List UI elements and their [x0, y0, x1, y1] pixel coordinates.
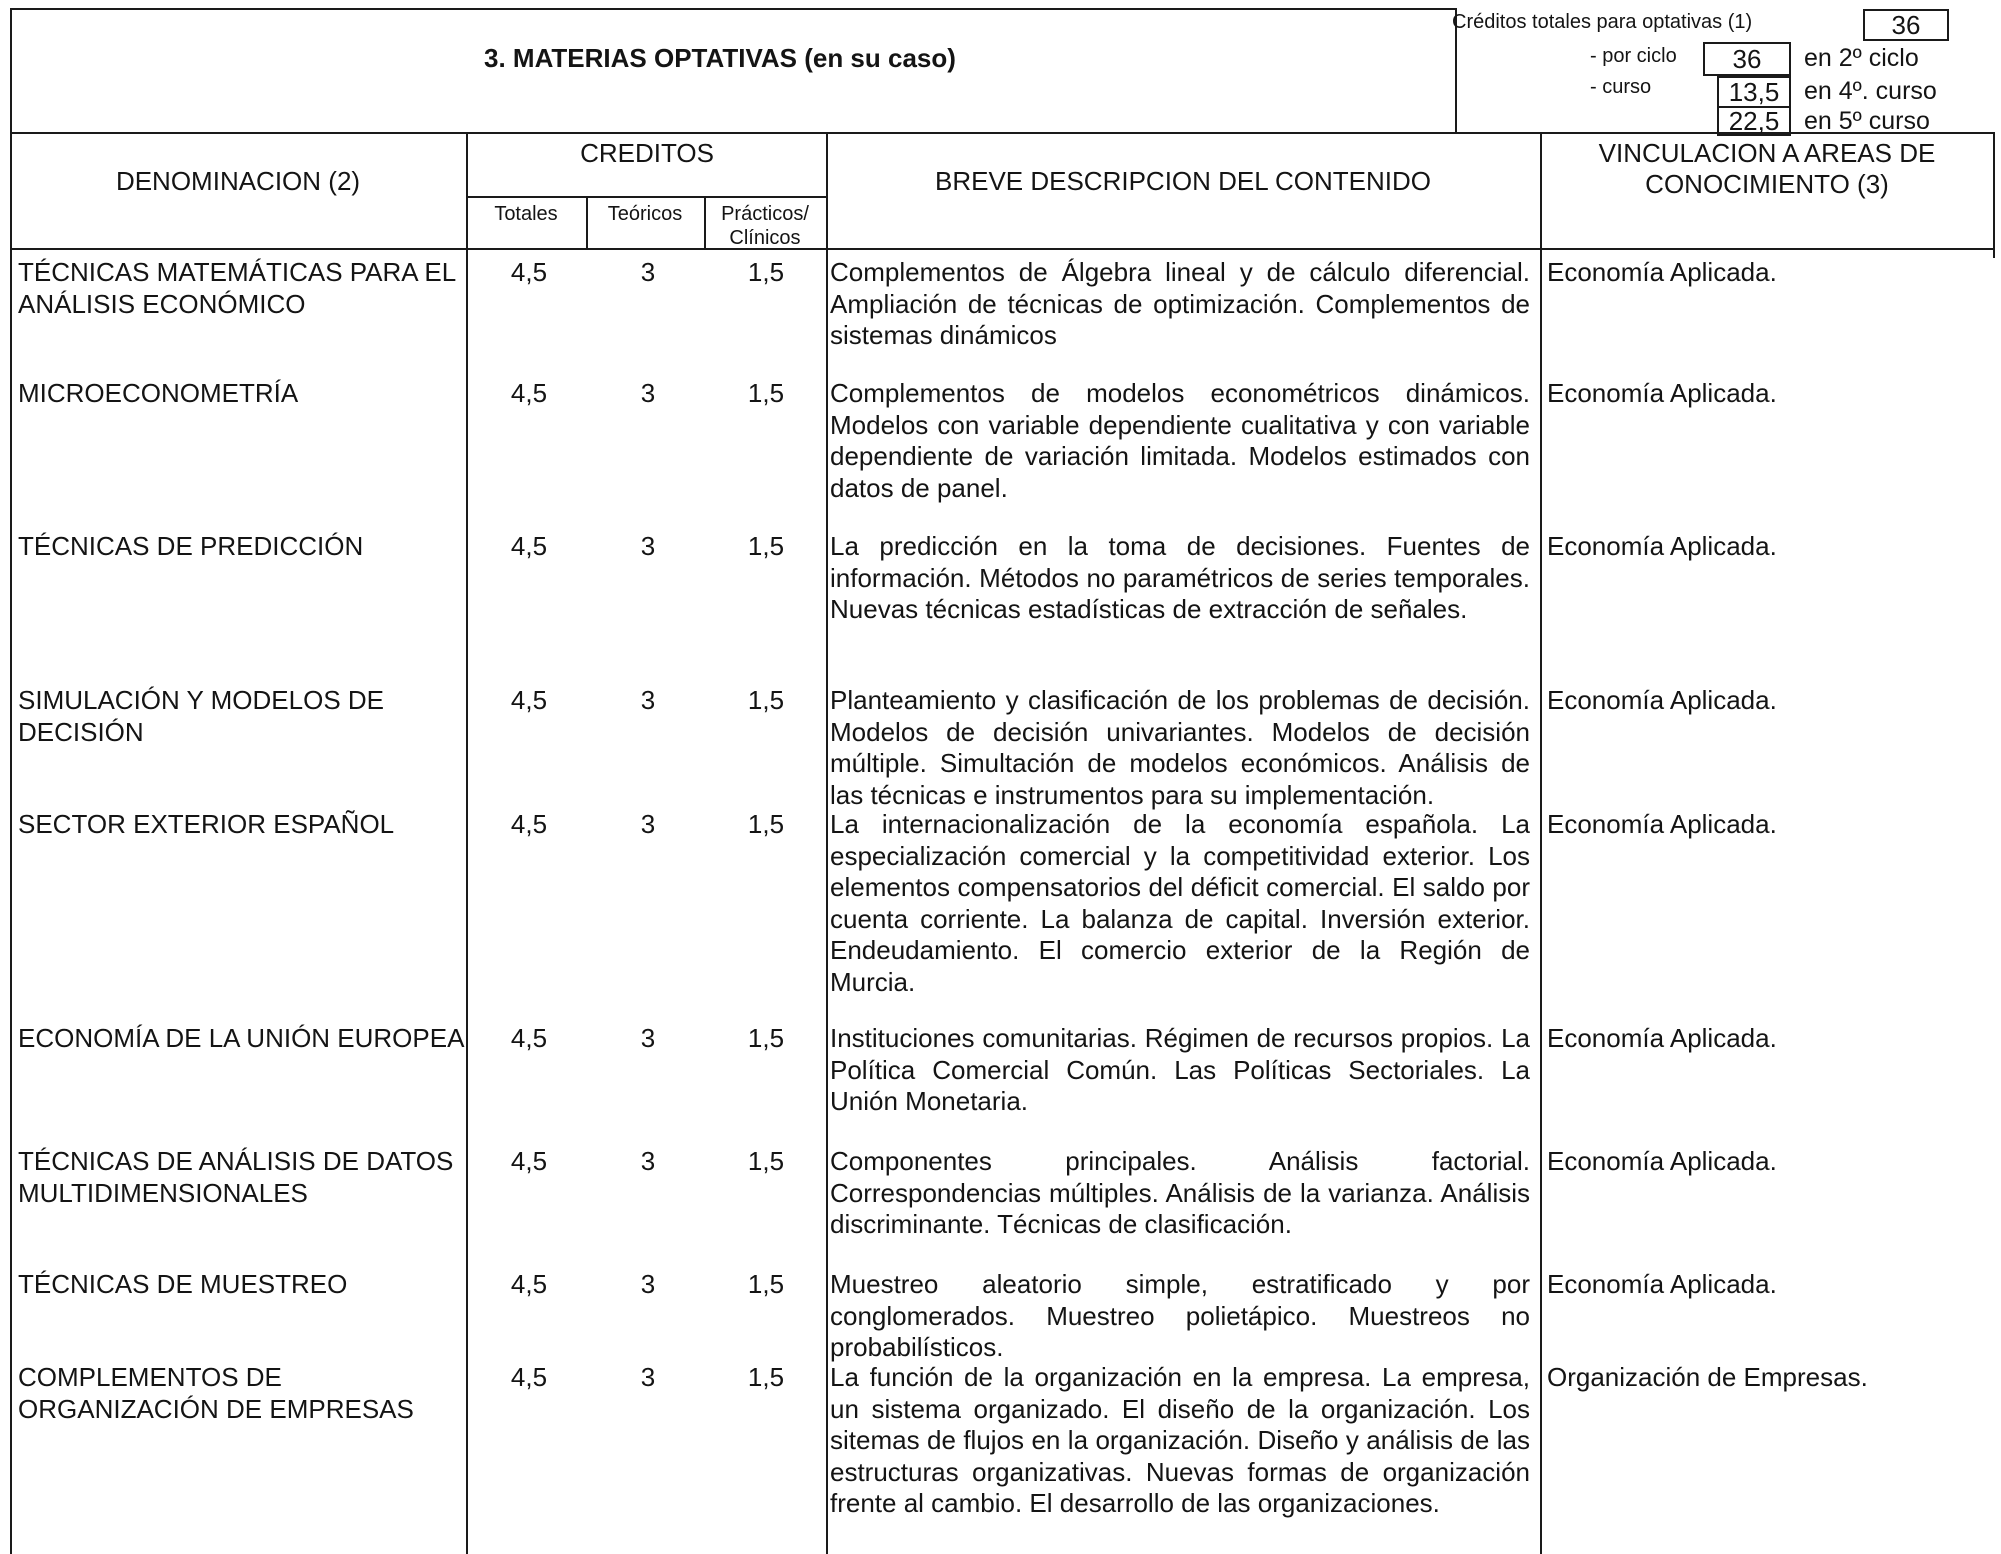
subject-name: SECTOR EXTERIOR ESPAÑOL	[18, 809, 395, 839]
credits-practicos: 1,5	[747, 1362, 785, 1392]
subject-name: TÉCNICAS DE PREDICCIÓN	[18, 531, 364, 561]
column-header-practicos: Prácticos/	[721, 203, 809, 225]
credits-totales: 4,5	[510, 1362, 548, 1392]
curso-desc-5: en 5º curso	[1804, 107, 1930, 135]
credits-totales: 4,5	[510, 531, 548, 561]
por-ciclo-desc: en 2º ciclo	[1804, 44, 1919, 72]
credits-totales: 4,5	[510, 685, 548, 715]
column-header-area-line1: VINCULACION A AREAS DE	[1598, 138, 1936, 168]
subject-description: La internacionalización de la economía española. La especialización comercial y la competitividad exterior. Los elementos compensatorios del déficit comercial. El saldo por cuenta corriente. La balanza de capital. Inversión exterior. Endeudamiento. El comercio exterior de la Región de Murcia.	[830, 809, 1530, 997]
column-header-totales: Totales	[494, 203, 558, 225]
credits-total-box: 36	[1863, 9, 1949, 41]
credits-practicos: 1,5	[747, 378, 785, 408]
credits-totales: 4,5	[510, 378, 548, 408]
credits-totales: 4,5	[510, 1023, 548, 1053]
credits-totales: 4,5	[510, 257, 548, 287]
credits-teoricos: 3	[640, 378, 656, 408]
subject-name: TÉCNICAS DE ANÁLISIS DE DATOS MULTIDIMENSIONALES	[18, 1146, 454, 1208]
credits-practicos: 1,5	[747, 1146, 785, 1176]
credits-practicos: 1,5	[747, 257, 785, 287]
credits-practicos: 1,5	[747, 1269, 785, 1299]
knowledge-area: Organización de Empresas.	[1547, 1362, 1868, 1392]
subject-name: ECONOMÍA DE LA UNIÓN EUROPEA	[18, 1023, 465, 1053]
credits-practicos: 1,5	[747, 685, 785, 715]
column-line-name	[466, 132, 468, 1554]
curso-label: - curso	[1590, 76, 1652, 98]
subject-description: Complementos de modelos econométricos dinámicos. Modelos con variable dependiente cualitativa y con variable dependiente de variación limitada. Modelos estimados con datos de panel.	[830, 378, 1530, 503]
credits-totales: 4,5	[510, 809, 548, 839]
credits-teoricos: 3	[640, 1362, 656, 1392]
subject-name: MICROECONOMETRÍA	[18, 378, 299, 408]
credits-teoricos: 3	[640, 685, 656, 715]
knowledge-area: Economía Aplicada.	[1547, 1269, 1777, 1299]
credits-teoricos: 3	[640, 1269, 656, 1299]
knowledge-area: Economía Aplicada.	[1547, 257, 1777, 287]
subject-description: Complementos de Álgebra lineal y de cálculo diferencial. Ampliación de técnicas de optimización. Complementos de sistemas dinámicos	[830, 257, 1530, 350]
column-line-description	[1540, 132, 1542, 1554]
credits-teoricos: 3	[640, 809, 656, 839]
subject-name: TÉCNICAS MATEMÁTICAS PARA EL ANÁLISIS ECONÓMICO	[18, 257, 456, 319]
column-header-credits: CREDITOS	[580, 138, 714, 168]
credits-teoricos: 3	[640, 1146, 656, 1176]
curso-desc-4: en 4º. curso	[1804, 77, 1937, 105]
curso-box-4: 13,5	[1717, 76, 1791, 108]
credits-sub-rule	[466, 196, 828, 198]
credits-teoricos: 3	[640, 257, 656, 287]
top-border	[10, 8, 1455, 10]
knowledge-area: Economía Aplicada.	[1547, 809, 1777, 839]
knowledge-area: Economía Aplicada.	[1547, 1146, 1777, 1176]
left-border	[10, 8, 12, 1554]
subject-description: Muestreo aleatorio simple, estratificado y por conglomerados. Muestreo polietápico. Muestreos no probabilísticos.	[830, 1269, 1530, 1362]
document-page	[10, 8, 1996, 1554]
credits-totales: 4,5	[510, 1269, 548, 1299]
credits-total-label: Créditos totales para optativas (1)	[1452, 11, 1753, 33]
subject-description: Instituciones comunitarias. Régimen de recursos propios. La Política Comercial Común. Las Políticas Sectoriales. La Unión Monetaria.	[830, 1023, 1530, 1116]
column-line-credits	[826, 132, 828, 1554]
credits-practicos: 1,5	[747, 809, 785, 839]
credits-totales: 4,5	[510, 1146, 548, 1176]
subject-description: La predicción en la toma de decisiones. Fuentes de información. Métodos no paramétricos de series temporales. Nuevas técnicas estadísticas de extracción de señales.	[830, 531, 1530, 624]
knowledge-area: Economía Aplicada.	[1547, 1023, 1777, 1053]
subject-name: SIMULACIÓN Y MODELOS DE DECISIÓN	[18, 685, 385, 747]
curso-box-5: 22,5	[1717, 106, 1791, 136]
subject-name: COMPLEMENTOS DE ORGANIZACIÓN DE EMPRESAS	[18, 1362, 414, 1424]
subject-description: La función de la organización en la empresa. La empresa, un sistema organizado. El diseño de la organización. Los sitemas de flujos en la organización. Diseño y análisis de las estructuras organizativas. Nuevas formas de organización frente al cambio. El desarrollo de las organizaciones.	[830, 1362, 1530, 1518]
column-header-area-line2: CONOCIMIENTO (3)	[1645, 169, 1889, 199]
column-header-teoricos: Teóricos	[607, 203, 683, 225]
credits-practicos: 1,5	[747, 531, 785, 561]
por-ciclo-label: - por ciclo	[1590, 45, 1677, 67]
column-header-bottom-rule	[10, 248, 1995, 250]
knowledge-area: Economía Aplicada.	[1547, 685, 1777, 715]
subject-description: Planteamiento y clasificación de los problemas de decisión. Modelos de decisión univariantes. Modelos de decisión múltiple. Simultación de modelos económicos. Análisis de las técnicas e instrumentos para su implementación.	[830, 685, 1530, 810]
subject-description: Componentes principales. Análisis factorial. Correspondencias múltiples. Análisis de la varianza. Análisis discriminante. Técnicas de clasificación.	[830, 1146, 1530, 1239]
por-ciclo-box: 36	[1703, 42, 1791, 76]
credits-teoricos: 3	[640, 531, 656, 561]
subject-name: TÉCNICAS DE MUESTREO	[18, 1269, 348, 1299]
knowledge-area: Economía Aplicada.	[1547, 531, 1777, 561]
credits-practicos: 1,5	[747, 1023, 785, 1053]
credits-teoricos: 3	[640, 1023, 656, 1053]
column-header-description: BREVE DESCRIPCION DEL CONTENIDO	[934, 166, 1431, 196]
page-title: 3. MATERIAS OPTATIVAS (en su caso)	[484, 43, 956, 73]
header-bottom-rule	[10, 132, 1995, 134]
knowledge-area: Economía Aplicada.	[1547, 378, 1777, 408]
column-header-clinicos: Clínicos	[729, 227, 801, 249]
column-header-name: DENOMINACION (2)	[115, 166, 361, 196]
